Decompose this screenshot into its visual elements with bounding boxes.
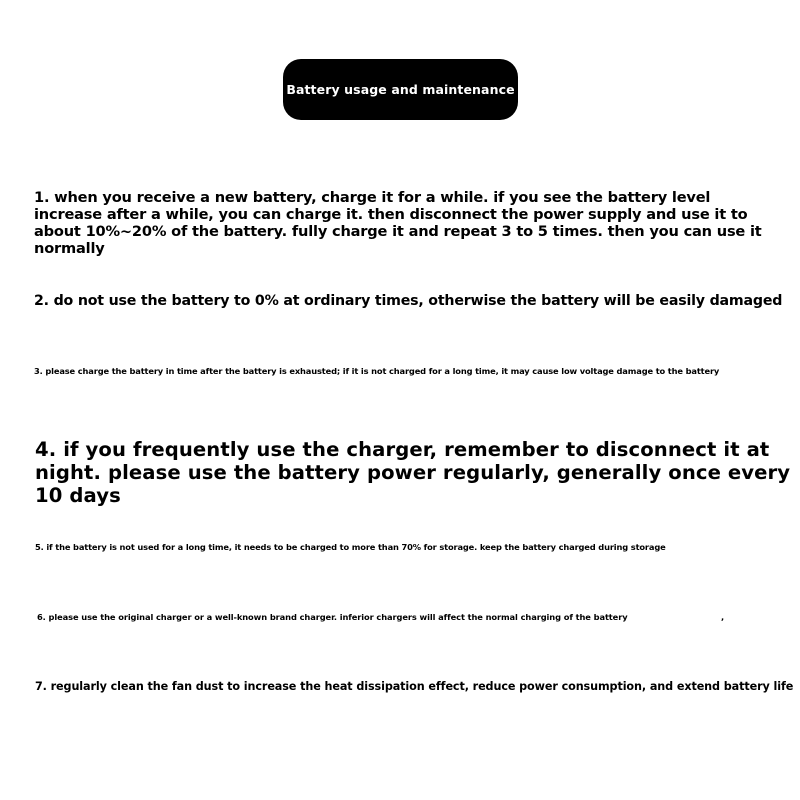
tip-5: 5. if the battery is not used for a long time, it needs to be charged to more than 70% for storage. keep the battery charged during storage bbox=[35, 542, 666, 552]
page-title: Battery usage and maintenance bbox=[286, 82, 515, 97]
tip-6-trailing-mark: , bbox=[721, 612, 725, 622]
tip-4: 4. if you frequently use the charger, remember to disconnect it at night. please use the battery power regularly, generally once every 10 days bbox=[35, 438, 791, 507]
tip-7: 7. regularly clean the fan dust to increase the heat dissipation effect, reduce power consumption, and extend battery life bbox=[35, 680, 794, 693]
title-banner bbox=[283, 59, 518, 120]
tip-3: 3. please charge the battery in time after the battery is exhausted; if it is not charged for a long time, it may cause low voltage damage to the battery bbox=[34, 366, 720, 376]
tip-6: 6. please use the original charger or a well-known brand charger. inferior chargers will affect the normal charging of the battery bbox=[37, 612, 628, 622]
tip-2: 2. do not use the battery to 0% at ordinary times, otherwise the battery will be easily damaged bbox=[34, 293, 783, 309]
tip-1: 1. when you receive a new battery, charge it for a while. if you see the battery level increase after a while, you can charge it. then disconnect the power supply and use it to about 10%~20% of the battery. fully charge it and repeat 3 to 5 times. then you can use it normally bbox=[34, 189, 762, 257]
